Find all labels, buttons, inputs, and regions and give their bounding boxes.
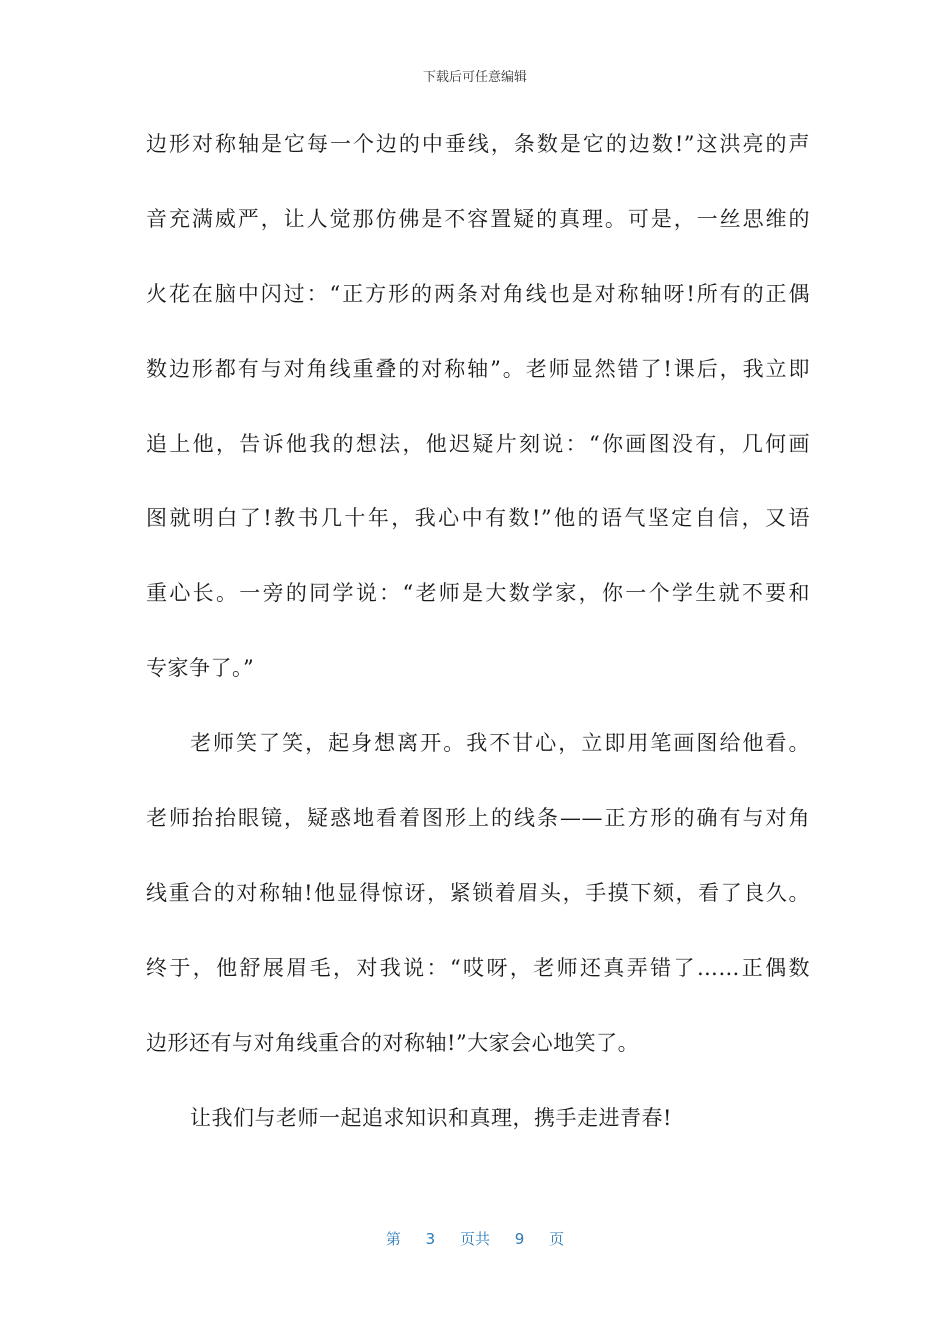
text-line: 终于，他舒展眉毛，对我说：“哎呀，老师还真弄错了……正偶数: [146, 955, 810, 980]
text-line: 让我们与老师一起追求知识和真理，携手走进青春!: [190, 1105, 672, 1130]
current-page-number: 3: [425, 1230, 436, 1248]
text-line: 线重合的对称轴!他显得惊讶，紧锁着眉头，手摸下颏，看了良久。: [146, 880, 810, 905]
text-line: 追上他，告诉他我的想法，他迟疑片刻说：“你画图没有，几何画: [146, 431, 810, 456]
text-line: 老师抬抬眼镜，疑惑地看着图形上的线条——正方形的确有与对角: [146, 806, 810, 831]
total-page-number: 9: [514, 1230, 525, 1248]
text-line: 边形还有与对角线重合的对称轴!”大家会心地笑了。: [146, 1030, 640, 1055]
text-line: 重心长。一旁的同学说：“老师是大数学家，你一个学生就不要和: [146, 581, 810, 606]
text-line: 音充满威严，让人觉那仿佛是不容置疑的真理。可是，一丝思维的: [146, 206, 810, 231]
page-header: 下载后可任意编辑: [422, 70, 527, 85]
text-line: 边形对称轴是它每一个边的中垂线，条数是它的边数!”这洪亮的声: [146, 132, 810, 156]
text-line: 专家争了。”: [146, 656, 255, 681]
page-footer: [0, 1228, 950, 1249]
text-line: 老师笑了笑，起身想离开。我不甘心，立即用笔画图给他看。: [190, 731, 810, 756]
text-line: 图就明白了!教书几十年，我心中有数!”他的语气坚定自信，又语: [146, 506, 810, 531]
page-total-label: 页共: [459, 1230, 490, 1248]
document-body: [146, 122, 810, 1170]
text-line: 火花在脑中闪过：“正方形的两条对角线也是对称轴呀!所有的正偶: [146, 281, 810, 306]
page-end-label: 页: [549, 1230, 565, 1248]
text-line: 数边形都有与对角线重叠的对称轴”。老师显然错了!课后，我立即: [146, 356, 810, 381]
page-label: 第: [385, 1230, 401, 1248]
